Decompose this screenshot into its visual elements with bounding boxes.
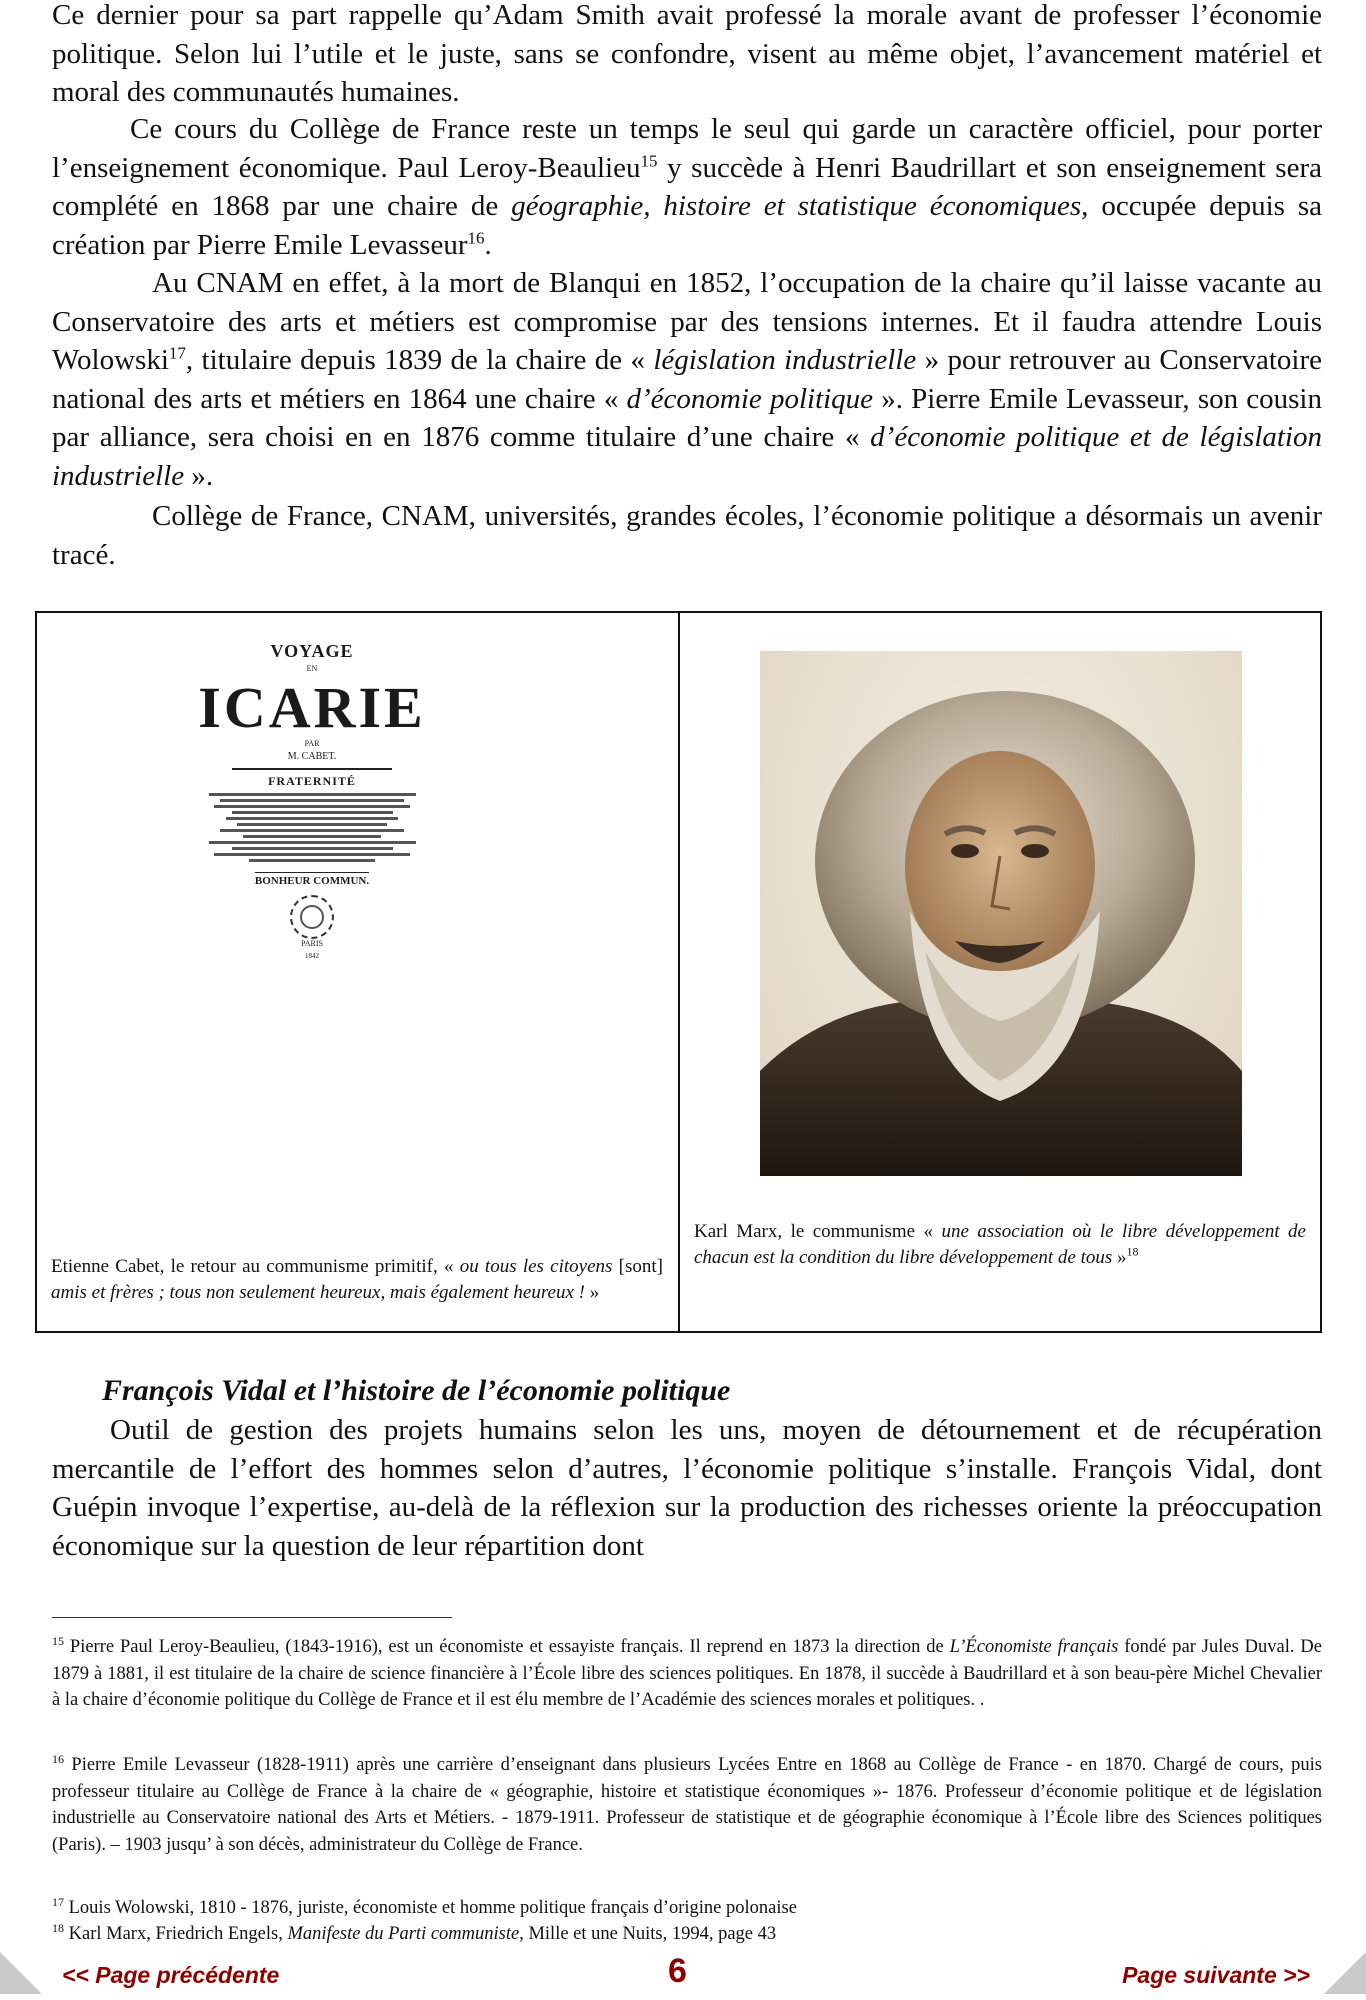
text: Louis Wolowski, 1810 - 1876, juriste, économiste et homme politique français d’origine polonaise bbox=[64, 1898, 797, 1918]
page-number: 6 bbox=[668, 1952, 687, 1990]
text: fondé par Jules Duval. De 1879 à 1881, il est titulaire de la chaire de science financière à l’École libre des sciences politiques. En 1878, il succède à Baudrillard et à son beau-père Michel Chevalier à la chaire d’économie politique du Collège de France et il est élu membre de l’Académie des sciences morales et politiques. . bbox=[52, 1637, 1322, 1710]
divider bbox=[232, 768, 392, 770]
footnote-15 bbox=[52, 1634, 1322, 1714]
paragraph-4: Collège de France, CNAM, universités, grandes écoles, l’économie politique a désormais un avenir tracé. bbox=[52, 500, 1322, 571]
book-title: ICARIE bbox=[198, 675, 426, 740]
paragraph-3 bbox=[52, 264, 1322, 495]
footnote-ref-16[interactable]: 16 bbox=[467, 227, 485, 247]
page-curl-left-icon[interactable] bbox=[0, 1952, 42, 1994]
paragraph-2 bbox=[52, 110, 1322, 264]
italic-text: une association où le libre développement de chacun est la condition du libre développement de tous bbox=[694, 1221, 1306, 1268]
portrait-illustration bbox=[760, 651, 1242, 1176]
book-en: EN bbox=[306, 664, 318, 673]
book-motto: FRATERNITÉ bbox=[268, 774, 356, 788]
text: Pierre Emile Levasseur (1828-1911) après une carrière d’enseignant dans plusieurs Lycées Entre en 1868 au Collège de France - en 1870. Chargé de cours, puis professeur titulaire au Collège de France à la chaire de « géographie, histoire et statistique économiques »- 1876. Professeur d’économie politique et de législation industrielle au Conservatoire national des Arts et Métiers. - 1879-1911. Professeur de statistique et de géographie économique à l’École libre des Sciences politiques (Paris). – 1903 jusqu’ à son décès, administrateur du Collège de France. bbox=[52, 1755, 1322, 1855]
book-author: M. CABET. bbox=[287, 751, 337, 762]
figure-table bbox=[35, 611, 1322, 1333]
footnote-ref-15[interactable]: 15 bbox=[640, 150, 658, 170]
text: , titulaire depuis 1839 de la chaire de « bbox=[185, 344, 654, 376]
footnote-16 bbox=[52, 1752, 1322, 1858]
text: » bbox=[1112, 1247, 1127, 1268]
figure-cell-marx bbox=[680, 613, 1320, 1331]
footnote-number: 16 bbox=[52, 1751, 64, 1766]
text: y succède à Henri Baudrillart et son enseignement sera complété en 1868 par une chaire de bbox=[52, 151, 1322, 222]
text: Etienne Cabet, le retour au communisme primitif, « bbox=[51, 1256, 460, 1277]
book-top-title: VOYAGE bbox=[270, 641, 354, 661]
caption-cabet bbox=[51, 1254, 663, 1306]
italic-text: d’économie politique bbox=[626, 382, 874, 415]
footnote-number: 15 bbox=[52, 1633, 64, 1648]
page-curl-right-icon[interactable] bbox=[1324, 1952, 1366, 1994]
footnote-17 bbox=[52, 1895, 1322, 1922]
book-text-block bbox=[197, 793, 427, 862]
italic-text: géographie, histoire et statistique économiques, bbox=[511, 190, 1089, 222]
text: , Mille et une Nuits, 1994, page 43 bbox=[519, 1924, 777, 1944]
italic-text: d’économie politique et de législation industrielle bbox=[52, 421, 1322, 492]
italic-text: Manifeste du Parti communiste bbox=[287, 1924, 520, 1944]
text: ». Pierre Emile Levasseur, son cousin par alliance, sera choisi en en 1876 comme titulaire d’une chaire « bbox=[52, 382, 1322, 453]
text: . bbox=[484, 228, 492, 261]
italic-text: L’Économiste français bbox=[949, 1637, 1119, 1657]
text: Karl Marx, le communisme « bbox=[694, 1221, 942, 1242]
footnote-number: 18 bbox=[52, 1920, 64, 1935]
footnote-divider bbox=[52, 1617, 452, 1618]
figure-cell-cabet bbox=[37, 613, 680, 1331]
text: Ce cours du Collège de France reste un temps le seul qui garde un caractère officiel, pour porter l’enseignement économique. Paul Leroy-Beaulieu bbox=[52, 113, 1322, 184]
book-year: 1842 bbox=[305, 952, 319, 960]
karl-marx-portrait-image bbox=[760, 651, 1242, 1176]
text: Au CNAM en effet, à la mort de Blanqui en 1852, l’occupation de la chaire qu’il laisse vacante au Conservatoire des arts et métiers est compromise par des tensions internes. Et il faudra attendre Louis Wolowski bbox=[52, 267, 1322, 376]
footnote-ref-18[interactable]: 18 bbox=[1126, 1244, 1139, 1259]
library-stamp-icon bbox=[290, 895, 334, 939]
footnote-number: 17 bbox=[52, 1894, 64, 1909]
text: [sont] bbox=[612, 1256, 664, 1277]
book-footer: BONHEUR COMMUN. bbox=[255, 872, 369, 887]
previous-page-link[interactable]: << Page précédente bbox=[62, 1962, 280, 1988]
italic-text: amis et frères ; tous non seulement heureux, mais également heureux ! bbox=[51, 1282, 585, 1303]
italic-text: ou tous les citoyens bbox=[459, 1256, 613, 1277]
book-city: PARIS bbox=[301, 939, 323, 948]
text: Karl Marx, Friedrich Engels, bbox=[64, 1924, 288, 1944]
text: » bbox=[584, 1282, 600, 1303]
paragraph-1: Ce dernier pour sa part rappelle qu’Adam Smith avait professé la morale avant de professer l’économie politique. Selon lui l’utile et le juste, sans se confondre, visent au même objet, l’avancement matériel et moral des communautés humaines. bbox=[52, 0, 1322, 108]
paragraph-5: Outil de gestion des projets humains selon les uns, moyen de détournement et de récupération mercantile de l’effort des hommes selon d’autres, l’économie politique s’installe. François Vidal, dont Guépin invoque l’expertise, au-delà de la réflexion sur la production des richesses oriente la préoccupation économique sur la question de leur répartition dont bbox=[52, 1414, 1322, 1562]
section-title: François Vidal et l’histoire de l’économie politique bbox=[102, 1374, 731, 1407]
book-cover-image bbox=[137, 641, 487, 1061]
text: ». bbox=[184, 459, 214, 492]
caption-marx bbox=[694, 1219, 1306, 1271]
text: » pour retrouver au Conservatoire national des arts et métiers en 1864 une chaire « bbox=[52, 344, 1322, 415]
footnote-18 bbox=[52, 1921, 1322, 1948]
italic-text: législation industrielle bbox=[653, 344, 917, 376]
text: occupée depuis sa création par Pierre Emile Levasseur bbox=[52, 190, 1322, 261]
book-par: PAR bbox=[304, 739, 320, 748]
text: Pierre Paul Leroy-Beaulieu, (1843-1916), est un économiste et essayiste français. Il reprend en 1873 la direction de bbox=[64, 1637, 950, 1657]
footnote-ref-17[interactable]: 17 bbox=[168, 343, 186, 363]
next-page-link[interactable]: Page suivante >> bbox=[1122, 1962, 1310, 1988]
